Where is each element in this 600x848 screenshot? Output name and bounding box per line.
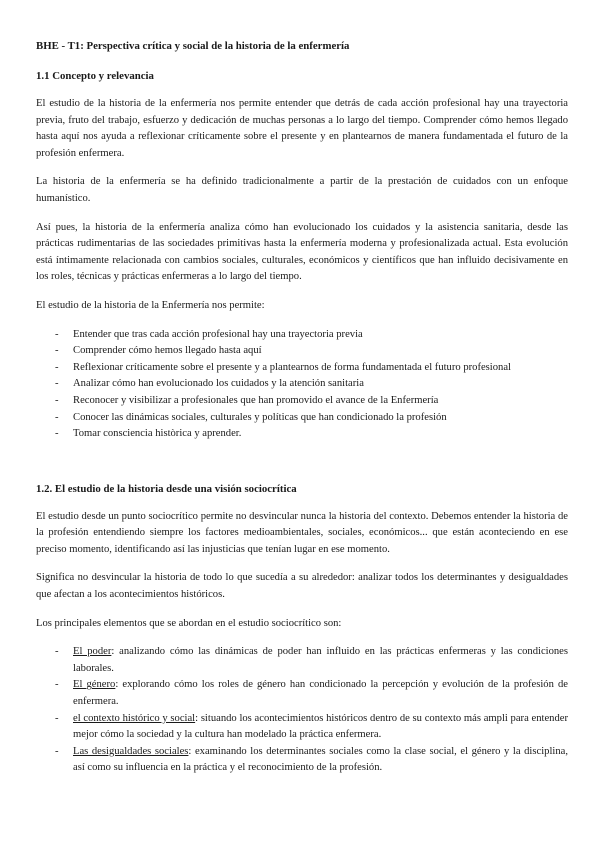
list-item-text: : situando los acontecimientos históricos dentro de su contexto más ampli para entender mejor cómo la sociedad y la cultura han modelado la práctica enfermera. bbox=[73, 712, 568, 741]
section-2-paragraph: El estudio desde un punto sociocrítico permite no desvincular nunca la historia del contexto. Debemos entender la historia de la profesión entendiendo siempre los factores medioambientales, sociales, económicos... que están aconteciendo en ese preciso momento, identificando así las injusticias que tenían lugar en ese momento. bbox=[36, 510, 568, 555]
dash-bullet: - bbox=[55, 345, 59, 357]
list-item bbox=[36, 410, 568, 427]
dash-bullet: - bbox=[55, 646, 59, 658]
document-title: BHE - T1: Perspectiva crítica y social de la historia de la enfermería bbox=[36, 40, 350, 52]
list-item-term: El género bbox=[73, 679, 116, 691]
section-1-paragraph: Así pues, la historia de la enfermería analiza cómo han evolucionado los cuidados y la asistencia sanitaria, desde las prácticas rudimentarias de las sociedades primitivas hasta la enfermería moderna y profesionalizada actual. Esta evolución está íntimamente relacionada con cambios sociales, culturales, económicos y científicos que han influido decisivamente en los roles, técnicas y prácticas enfermeras a lo largo del tiempo. bbox=[36, 221, 568, 283]
list-item-text: Reflexionar críticamente sobre el presente y a plantearnos de forma fundamentada el futuro profesional bbox=[73, 361, 511, 373]
list-item bbox=[36, 327, 568, 344]
list-item bbox=[36, 426, 568, 443]
list-item bbox=[36, 393, 568, 410]
section-2-paragraph: Significa no desvincular la historia de todo lo que sucedía a su alrededor: analizar todos los determinantes y desigualdades que afectan a los acontecimientos históricos. bbox=[36, 572, 568, 601]
section-1-list bbox=[36, 327, 568, 443]
list-item-term: Las desigualdades sociales bbox=[73, 745, 189, 757]
list-item bbox=[36, 677, 568, 710]
section-1-list-intro: El estudio de la historia de la Enfermería nos permite: bbox=[36, 299, 265, 311]
section-1-heading: 1.1 Concepto y relevancia bbox=[36, 70, 154, 82]
dash-bullet: - bbox=[55, 328, 59, 340]
list-item-text: Conocer las dinámicas sociales, culturales y políticas que han condicionado la profesión bbox=[73, 411, 447, 423]
section-2-list-intro: Los principales elementos que se abordan en el estudio sociocrítico son: bbox=[36, 617, 342, 629]
list-item-text: Tomar consciencia històrica y aprender. bbox=[73, 428, 242, 440]
list-item-text: : examinando los determinantes sociales como la clase social, el género y la disciplina, así como su influencia en la práctica y el reconocimiento de la profesión. bbox=[73, 745, 568, 774]
list-item-text: : analizando cómo las dinámicas de poder han influido en las prácticas enfermeras y las condiciones laborales. bbox=[73, 646, 569, 674]
list-item bbox=[36, 343, 568, 360]
dash-bullet: - bbox=[55, 378, 59, 390]
dash-bullet: - bbox=[55, 361, 59, 373]
dash-bullet: - bbox=[55, 712, 59, 724]
list-item-term: El poder bbox=[73, 646, 112, 658]
list-item-text: Comprender cómo hemos llegado hasta aquí bbox=[73, 345, 262, 357]
list-item-text: Reconocer y visibilizar a profesionales que han promovido el avance de la Enfermería bbox=[73, 394, 439, 406]
list-item bbox=[36, 711, 568, 744]
list-item-text: Entender que tras cada acción profesional hay una trayectoria previa bbox=[73, 328, 363, 340]
list-item-text: Analizar cómo han evolucionado los cuidados y la atención sanitaria bbox=[73, 378, 364, 390]
list-item bbox=[36, 360, 568, 377]
dash-bullet: - bbox=[55, 745, 59, 757]
list-item-text: : explorando cómo los roles de género han condicionado la percepción y evolución de la profesión de enfermera. bbox=[73, 679, 568, 708]
dash-bullet: - bbox=[55, 679, 59, 691]
section-2-heading: 1.2. El estudio de la historia desde una visión sociocrítica bbox=[36, 482, 297, 495]
dash-bullet: - bbox=[55, 394, 59, 406]
list-item bbox=[36, 744, 568, 777]
section-1-paragraph: La historia de la enfermería se ha definido tradicionalmente a partir de la prestación de cuidados con un enfoque humanístico. bbox=[36, 176, 568, 204]
section-2-list bbox=[36, 644, 568, 777]
dash-bullet: - bbox=[55, 411, 59, 423]
list-item-term: el contexto histórico y social bbox=[73, 712, 196, 724]
list-item bbox=[36, 644, 568, 677]
section-1-paragraph: El estudio de la historia de la enfermería nos permite entender que detrás de cada acción profesional hay una trayectoria previa, fruto del trabajo, esfuerzo y dedicación de muchas personas a lo largo del tiempo. Comprender cómo hemos llegado hasta aquí nos ayuda a reflexionar críticamente sobre el presente y en plantearnos de manera fundamentada el futuro de la profesión enfermera. bbox=[36, 98, 568, 159]
list-item bbox=[36, 376, 568, 393]
dash-bullet: - bbox=[55, 428, 59, 440]
section-spacer bbox=[36, 455, 568, 481]
